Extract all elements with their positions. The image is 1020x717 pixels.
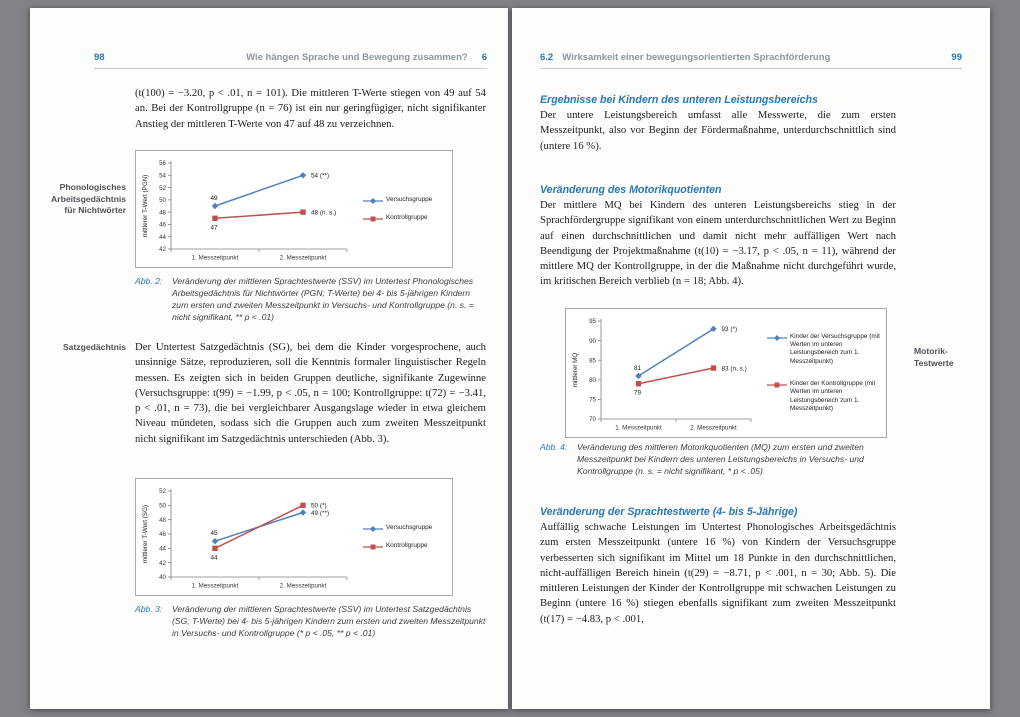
y-tick-label: 56 bbox=[159, 160, 166, 168]
y-tick-label: 75 bbox=[589, 396, 596, 404]
legend-item bbox=[363, 524, 449, 533]
legend-item bbox=[767, 380, 883, 413]
chart-legend bbox=[361, 482, 449, 592]
caption-text-abb4: Veränderung des mittleren Motorikquotienten (MQ) zum ersten und zweiten Messzeitpunkt bei Kindern des unteren Leistungsbereichs in Versuchs- und Kontrollgruppe (n. s. = nicht signifikant, * p < .05) bbox=[577, 442, 864, 476]
data-point-marker bbox=[212, 538, 218, 544]
chart-abb3-sg bbox=[135, 478, 453, 596]
page-number-right: 99 bbox=[951, 52, 962, 63]
y-axis-title: mittlerer MQ bbox=[572, 352, 579, 388]
legend-swatch-diamond-icon bbox=[363, 525, 383, 533]
point-label: 49 (**) bbox=[311, 509, 330, 517]
chart-plot bbox=[139, 482, 361, 592]
chart-legend bbox=[765, 312, 883, 434]
data-point-marker bbox=[300, 503, 305, 508]
legend-item bbox=[363, 196, 449, 205]
section-number: 6.2 bbox=[540, 52, 554, 63]
paragraph-tvalues: (t(100) = −3.20, p < .01, n = 101). Die mittleren T-Werte stiegen von 49 auf 54 an. Bei der Kontrollgruppe (n = 76) ist ein nur geringfügiger, nicht signifikanter Anstieg der mittleren T-Werte von 47 auf 48 zu verzeichnen. bbox=[135, 87, 486, 130]
subheading-ergebnisse-unterer-leistungsbereich: Ergebnisse bei Kindern des unteren Leistungsbereichs bbox=[540, 94, 818, 106]
legend-label: Kinder der Kontrollgruppe (mit Werten im unteren Leistungsbereich zum 1. Messzeitpunkt) bbox=[790, 380, 876, 412]
margin-label-sentence-memory: Satzgedächtnis bbox=[62, 342, 126, 352]
legend-swatch-square-icon bbox=[363, 215, 383, 223]
data-point-marker bbox=[300, 209, 305, 214]
data-point-marker bbox=[212, 203, 218, 209]
paragraph-satzgedaechtnis: Der Untertest Satzgedächtnis (SG), bei dem die Kinder vorgesprochene, auch unsinnige Sätze, reproduzieren, soll die Kenntnis formaler linguistischer Regeln messen. Es zeigten sich in beiden Gruppen deutliche, signifikante Zugewinne (Versuchsgruppe: t(99) = −1.99, p < .05, n = 100; Kontrollgruppe: t(72) = −3.41, p < .01, n = 73), die bei vergleichbarer Ausgangslage wieder in etwa gleichem Niveau mündeten, sodass sich die Gruppen auch zum zweiten Messzeitpunkt nicht signifikant im Satzgedächtnis unterschieden (Abb. 3). bbox=[135, 341, 486, 445]
y-tick-label: 40 bbox=[159, 574, 166, 582]
legend-item bbox=[363, 542, 449, 551]
y-tick-label: 42 bbox=[159, 246, 166, 254]
x-tick-label: 2. Messzeitpunkt bbox=[690, 424, 737, 432]
legend-swatch-diamond-icon bbox=[363, 197, 383, 205]
subheading-sprachtestwerte: Veränderung der Sprachtestwerte (4- bis 5-Jährige) bbox=[540, 506, 798, 518]
y-tick-label: 42 bbox=[159, 559, 166, 567]
caption-label-abb4: Abb. 4: bbox=[540, 442, 568, 452]
data-point-marker bbox=[212, 546, 217, 551]
series-line bbox=[215, 505, 303, 548]
subheading-motorikquotient: Veränderung des Motorikquotienten bbox=[540, 184, 722, 196]
chart-legend bbox=[361, 154, 449, 264]
legend-label: Kontrollgruppe bbox=[386, 213, 428, 221]
data-point-marker bbox=[300, 509, 306, 515]
y-tick-label: 85 bbox=[589, 357, 596, 365]
paragraph-leistungsbereich: Der untere Leistungsbereich umfasst alle Messwerte, die zum ersten Messzeitpunkt, also vor Beginn der Fördermaßnahme, unterdurchschnittlich sind (untere 16 %). bbox=[540, 109, 896, 152]
caption-label-abb3: Abb. 3: bbox=[135, 604, 163, 614]
caption-text-abb3: Veränderung der mittleren Sprachtestwerte (SSV) im Untertest Satzgedächtnis (SG; T-Werte) bei 4- bis 5-jährigen Kindern zum ersten und zweiten Messzeitpunkt in Versuchs- und Kontrollgruppe (* p < .05, ** p < .01) bbox=[172, 604, 486, 638]
y-tick-label: 50 bbox=[159, 502, 166, 510]
paragraph-sprachtestwerte: Auffällig schwache Leistungen im Untertest Phonologisches Arbeitsgedächtnis zum ersten Messzeitpunkt (untere 16 %) von Kindern der Versuchsgruppe verbesserten sich signifikant im Mittel um 18 Punkte in den durchschnittlichen, nicht-auffälligen Bereich hinein (t(29) = −8.71, p < .001, n = 30; Abb. 5). Die mittleren Leistungen der Kinder der Kontrollgruppe mit schwachen Leistungen zu Beginn (untere 16 %) stiegen ebenfalls signifikant zum zweiten Messzeitpunkt (t(17) = −4.83, p < .001, bbox=[540, 521, 896, 625]
page-number-left: 98 bbox=[94, 52, 105, 63]
chart-abb2-pgn bbox=[135, 150, 453, 268]
y-tick-label: 80 bbox=[589, 377, 596, 384]
page-left bbox=[30, 8, 508, 709]
y-tick-label: 46 bbox=[159, 531, 166, 539]
series-line bbox=[639, 329, 714, 376]
y-axis-title: mittlerer T-Wert (PGN) bbox=[142, 174, 149, 238]
legend-label: Kinder der Versuchsgruppe (mit Werten im unteren Leistungsbereich zum 1. Messzeitpunkt) bbox=[790, 332, 880, 365]
y-axis-title: mittlerer T-Wert (SG) bbox=[142, 504, 149, 564]
y-tick-label: 48 bbox=[159, 209, 166, 217]
chart-plot bbox=[569, 312, 765, 434]
legend-label: Versuchsgruppe bbox=[386, 523, 433, 531]
legend-label: Versuchsgruppe bbox=[386, 195, 433, 203]
chart-abb4-mq bbox=[565, 308, 887, 438]
y-tick-label: 44 bbox=[159, 233, 166, 241]
series-line bbox=[215, 212, 303, 218]
figure-caption-abb2 bbox=[135, 276, 486, 323]
x-tick-label: 2. Messzeitpunkt bbox=[279, 582, 327, 590]
y-tick-label: 52 bbox=[159, 488, 166, 496]
y-tick-label: 70 bbox=[589, 416, 596, 424]
legend-label: Kontrollgruppe bbox=[386, 541, 428, 549]
running-title-right: Wirksamkeit einer bewegungsorientierten Sprachförderung bbox=[562, 52, 831, 63]
point-label: 54 (**) bbox=[311, 172, 330, 180]
series-line bbox=[215, 175, 303, 206]
point-label: 79 bbox=[633, 389, 642, 397]
y-tick-label: 90 bbox=[589, 337, 596, 345]
y-tick-label: 46 bbox=[159, 221, 166, 229]
x-tick-label: 1. Messzeitpunkt bbox=[615, 424, 662, 432]
y-tick-label: 44 bbox=[159, 545, 166, 553]
running-title-left: Wie hängen Sprache und Bewegung zusammen? bbox=[246, 52, 468, 63]
left-running-header bbox=[94, 52, 487, 69]
x-tick-label: 1. Messzeitpunkt bbox=[191, 582, 239, 590]
x-tick-label: 2. Messzeitpunkt bbox=[279, 254, 327, 262]
point-label: 45 bbox=[210, 530, 218, 538]
legend-swatch-diamond-icon bbox=[767, 334, 787, 342]
legend-swatch-square-icon bbox=[363, 543, 383, 551]
point-label: 81 bbox=[633, 364, 642, 372]
page-right bbox=[512, 8, 990, 709]
y-tick-label: 54 bbox=[159, 172, 166, 180]
point-label: 49 bbox=[210, 195, 218, 202]
legend-item bbox=[767, 333, 883, 366]
y-tick-label: 48 bbox=[159, 516, 166, 524]
right-running-header bbox=[540, 52, 962, 69]
data-point-marker bbox=[711, 365, 716, 370]
data-point-marker bbox=[212, 216, 217, 221]
caption-text-abb2: Veränderung der mittleren Sprachtestwerte (SSV) im Untertest Phonologisches Arbeitsgedächtnis für Nichtwörter (PGN; T-Werte) bei 4- bis 5-jährigen Kindern zum ersten und zweiten Messzeitpunkt in Versuchs- und Kontrollgruppe (n. s. = nicht signifikant, ** p < .01) bbox=[172, 276, 474, 322]
y-tick-label: 52 bbox=[159, 184, 166, 192]
paragraph-motorikquotient: Der mittlere MQ bei Kindern des unteren Leistungsbereichs stieg in der Sprachfördergruppe signifikant von einem unterdurchschnittlichen Wert zu Beginn auf einen durchschnittlichen und damit nicht mehr auffälligen Wert nach Beendigung der Projektmaßnahme (t(10) = −3.17, p < .05, n = 11), während der mittlere MQ der Kontrollgruppe, in der die Maßnahme nicht durchgeführt wurde, im kritischen Bereich verblieb (n = 18; Abb. 4). bbox=[540, 199, 896, 288]
point-label: 47 bbox=[210, 224, 218, 232]
y-tick-label: 95 bbox=[589, 318, 596, 326]
chapter-number: 6 bbox=[481, 52, 487, 63]
series-line bbox=[639, 368, 714, 384]
data-point-marker bbox=[300, 172, 306, 178]
point-label: 50 (*) bbox=[311, 502, 327, 510]
y-tick-label: 50 bbox=[159, 197, 166, 205]
caption-label-abb2: Abb. 2: bbox=[135, 276, 163, 286]
point-label: 93 (*) bbox=[721, 326, 738, 334]
x-tick-label: 1. Messzeitpunkt bbox=[191, 254, 239, 262]
legend-item bbox=[363, 214, 449, 223]
point-label: 48 (n. s.) bbox=[311, 209, 337, 217]
margin-label-motorik-testwerte: Motorik-Testwerte bbox=[914, 346, 954, 368]
chart-plot bbox=[139, 154, 361, 264]
data-point-marker bbox=[636, 381, 641, 386]
figure-caption-abb3 bbox=[135, 604, 486, 640]
point-label: 44 bbox=[210, 554, 218, 562]
margin-label-phonological-memory: Phonologisches Arbeitsgedächtnis für Nichtwörter bbox=[51, 182, 126, 216]
figure-caption-abb4 bbox=[540, 442, 896, 478]
point-label: 83 (n. s.) bbox=[721, 365, 747, 373]
legend-swatch-square-icon bbox=[767, 381, 787, 389]
